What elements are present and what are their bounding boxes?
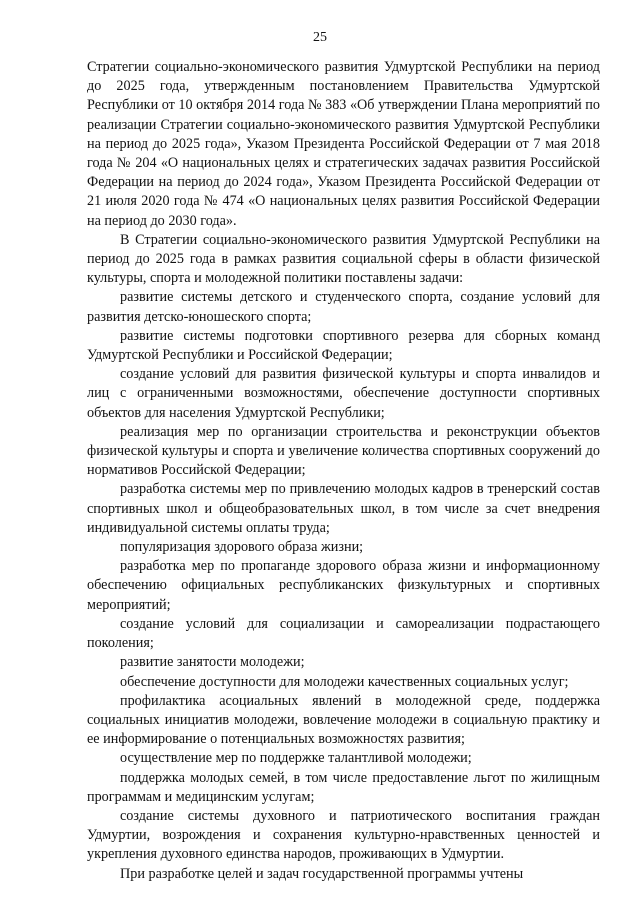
paragraph: осуществление мер по поддержке талантливой молодежи;	[120, 750, 472, 767]
paragraph: популяризация здорового образа жизни;	[120, 539, 364, 556]
paragraph: создание условий для социализации и самореализации подрастающего поколения;	[87, 615, 600, 652]
paragraph: развитие занятости молодежи;	[120, 654, 305, 671]
paragraph: При разработке целей и задач государственной программы учтены	[120, 865, 524, 882]
paragraph: В Стратегии социально-экономического развития Удмуртской Республики на период до 2025 года в рамках развития социальной сферы в области физической культуры, спорта и молодежной политики поставлены задачи:	[87, 231, 600, 287]
paragraph: Стратегии социально-экономического развития Удмуртской Республики на период до 2025 года, утвержденным постановлением Правительства Удмуртской Республики от 10 октября 2014 года № 383 «Об утверждении Плана мероприятий по реализации Стратегии социально-экономического развития Удмуртской Республики на период до 2025 года», Указом Президента Российской Федерации от 7 мая 2018 года № 204 «О национальных целях и стратегических задачах развития Российской Федерации на период до 2024 года», Указом Президента Российской Федерации от 21 июля 2020 года № 474 «О национальных целях развития Российской Федерации на период до 2030 года».	[87, 59, 600, 229]
paragraph: разработка системы мер по привлечению молодых кадров в тренерский состав спортивных школ и общеобразовательных школ, в том числе за счет внедрения индивидуальной системы оплаты труда;	[87, 481, 600, 536]
paragraph: поддержка молодых семей, в том числе предоставление льгот по жилищным программам и медицинским услугам;	[87, 769, 600, 805]
page-number: 25	[313, 30, 327, 45]
body-text	[87, 58, 600, 884]
paragraph: профилактика асоциальных явлений в молодежной среде, поддержка социальных инициатив молодежи, вовлечение молодежи в социальную практику и ее информирование о потенциальных возможностях развития;	[87, 692, 600, 748]
paragraph: развитие системы подготовки спортивного резерва для сборных команд Удмуртской Республики и Российской Федерации;	[87, 327, 600, 364]
paragraph: развитие системы детского и студенческого спорта, создание условий для развития детско-юношеского спорта;	[87, 289, 600, 325]
paragraph: разработка мер по пропаганде здорового образа жизни и информационному обеспечению официальных республиканских физкультурных и спортивных мероприятий;	[87, 558, 600, 613]
paragraph: реализация мер по организации строительства и реконструкции объектов физической культуры и спорта и увеличение количества спортивных сооружений до нормативов Российской Федерации;	[87, 423, 600, 479]
paragraph: обеспечение доступности для молодежи качественных социальных услуг;	[120, 673, 569, 690]
paragraph: создание условий для развития физической культуры и спорта инвалидов и лиц с ограниченными возможностями, обеспечение доступности спортивных объектов для населения Удмуртской Республики;	[87, 366, 600, 421]
paragraph: создание системы духовного и патриотического воспитания граждан Удмуртии, возрождения и сохранения культурно-нравственных ценностей и укрепления духовного единства народов, проживающих в Удмуртии.	[87, 807, 600, 863]
